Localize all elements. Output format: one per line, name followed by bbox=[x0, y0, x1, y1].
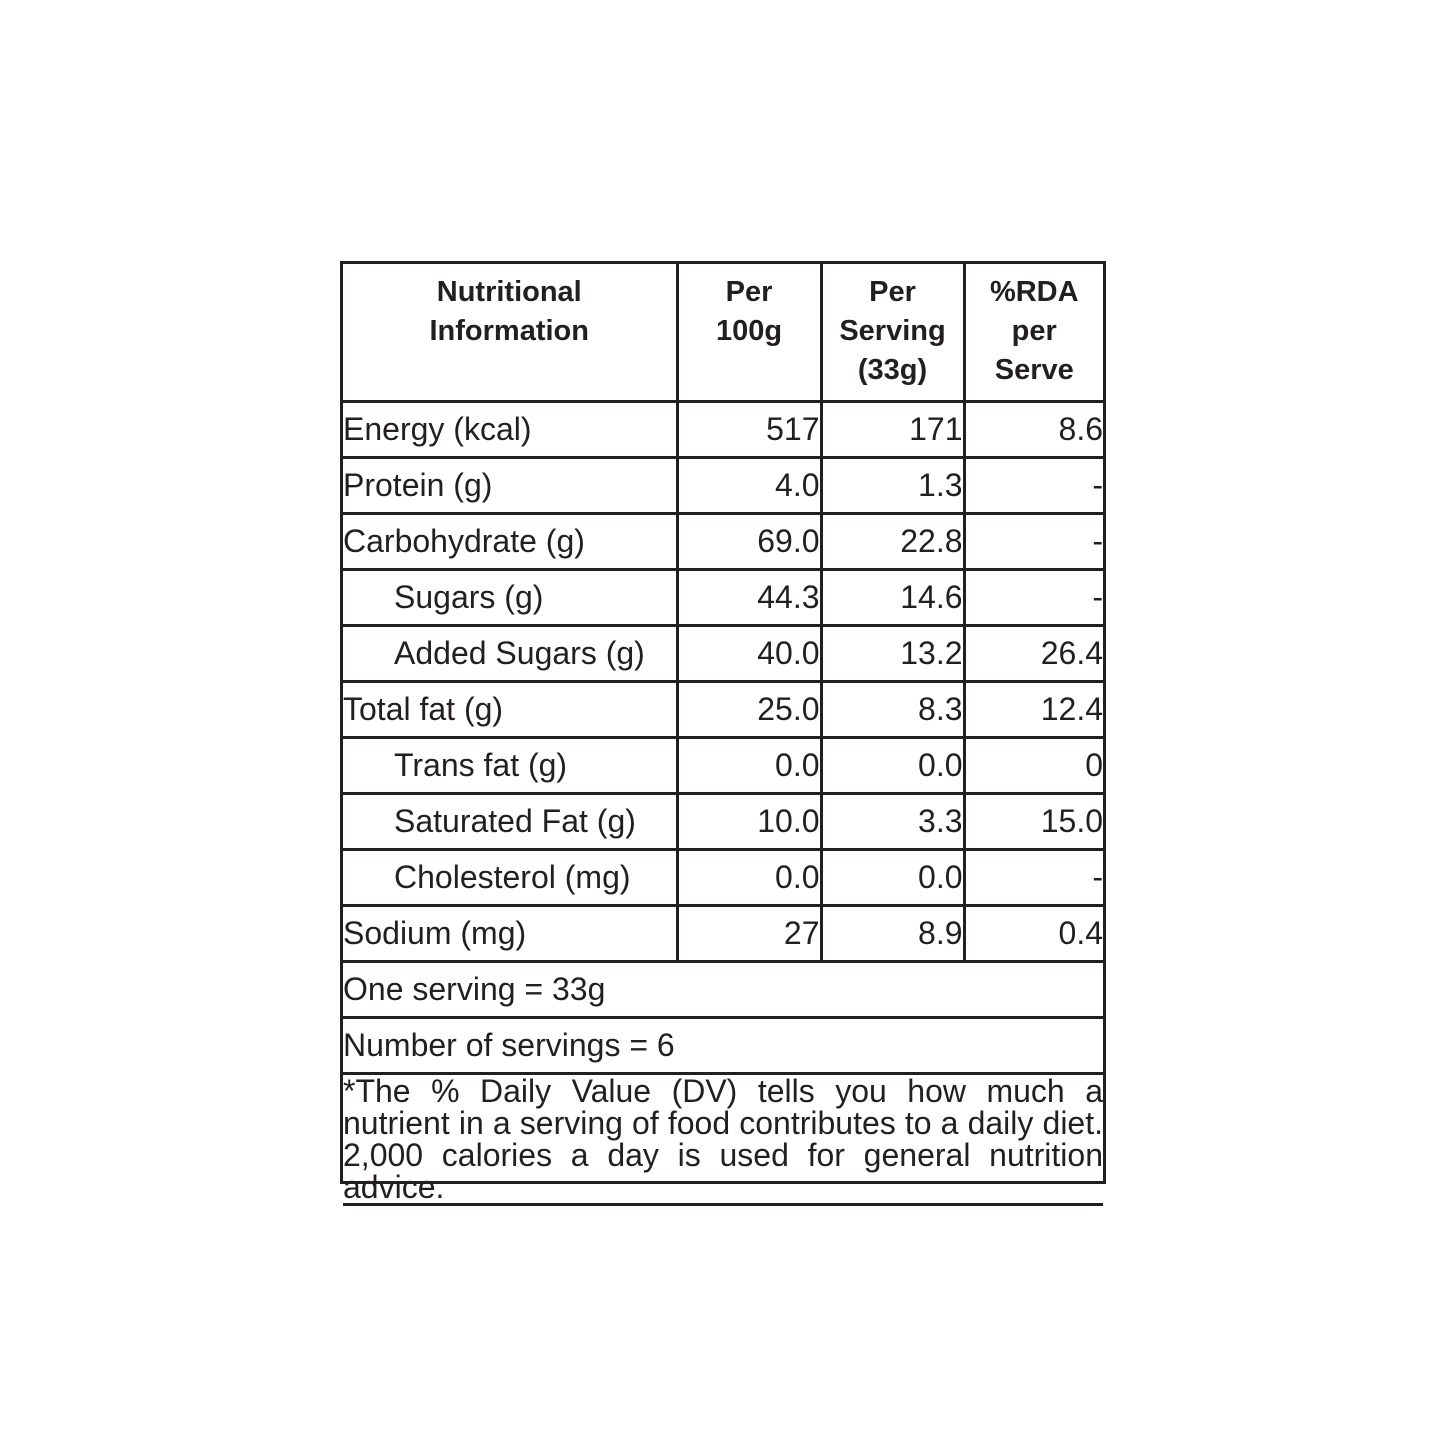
value-per-serving: 0.0 bbox=[821, 849, 964, 905]
nutrition-table bbox=[343, 264, 1103, 1206]
row-label: Protein (g) bbox=[343, 457, 677, 513]
value-rda: 15.0 bbox=[964, 793, 1103, 849]
row-label: Added Sugars (g) bbox=[343, 625, 677, 681]
value-per-serving: 8.3 bbox=[821, 681, 964, 737]
row-label: Saturated Fat (g) bbox=[343, 793, 677, 849]
value-per-serving: 22.8 bbox=[821, 513, 964, 569]
value-per-100g: 0.0 bbox=[677, 849, 821, 905]
value-rda: 0.4 bbox=[964, 905, 1103, 961]
value-rda: 12.4 bbox=[964, 681, 1103, 737]
header-rda: %RDA per Serve bbox=[964, 264, 1103, 401]
header-per-serving: Per Serving (33g) bbox=[821, 264, 964, 401]
value-per-100g: 69.0 bbox=[677, 513, 821, 569]
value-per-serving: 171 bbox=[821, 401, 964, 457]
row-label: Total fat (g) bbox=[343, 681, 677, 737]
value-per-serving: 1.3 bbox=[821, 457, 964, 513]
value-per-100g: 44.3 bbox=[677, 569, 821, 625]
value-per-serving: 14.6 bbox=[821, 569, 964, 625]
table-row bbox=[343, 793, 1103, 849]
value-per-100g: 517 bbox=[677, 401, 821, 457]
table-row bbox=[343, 849, 1103, 905]
row-label: Sodium (mg) bbox=[343, 905, 677, 961]
value-per-serving: 8.9 bbox=[821, 905, 964, 961]
value-per-serving: 3.3 bbox=[821, 793, 964, 849]
value-per-100g: 10.0 bbox=[677, 793, 821, 849]
row-label: Sugars (g) bbox=[343, 569, 677, 625]
row-label: Energy (kcal) bbox=[343, 401, 677, 457]
servings-count-row bbox=[343, 1017, 1103, 1073]
table-row bbox=[343, 905, 1103, 961]
row-label: Trans fat (g) bbox=[343, 737, 677, 793]
value-per-serving: 13.2 bbox=[821, 625, 964, 681]
table-row bbox=[343, 569, 1103, 625]
value-per-100g: 40.0 bbox=[677, 625, 821, 681]
value-per-100g: 4.0 bbox=[677, 457, 821, 513]
row-label: Carbohydrate (g) bbox=[343, 513, 677, 569]
serving-size-row bbox=[343, 961, 1103, 1017]
header-row bbox=[343, 264, 1103, 401]
table-row bbox=[343, 457, 1103, 513]
value-rda: 0 bbox=[964, 737, 1103, 793]
table-row bbox=[343, 625, 1103, 681]
value-rda: - bbox=[964, 849, 1103, 905]
servings-count-text: Number of servings = 6 bbox=[343, 1017, 1103, 1073]
footnote-text: *The % Daily Value (DV) tells you how much a nutrient in a serving of food contributes to a daily diet. 2,000 calories a day is used for general nutrition advice. bbox=[343, 1072, 1103, 1205]
table-row bbox=[343, 513, 1103, 569]
value-rda: - bbox=[964, 569, 1103, 625]
value-per-100g: 0.0 bbox=[677, 737, 821, 793]
value-rda: - bbox=[964, 457, 1103, 513]
value-rda: 8.6 bbox=[964, 401, 1103, 457]
table-row bbox=[343, 737, 1103, 793]
row-label: Cholesterol (mg) bbox=[343, 849, 677, 905]
footnote-row bbox=[343, 1073, 1103, 1204]
serving-size-text: One serving = 33g bbox=[343, 961, 1103, 1017]
value-per-100g: 25.0 bbox=[677, 681, 821, 737]
table-row bbox=[343, 401, 1103, 457]
value-per-serving: 0.0 bbox=[821, 737, 964, 793]
value-rda: 26.4 bbox=[964, 625, 1103, 681]
value-rda: - bbox=[964, 513, 1103, 569]
header-nutrient: Nutritional Information bbox=[343, 264, 677, 401]
table-row bbox=[343, 681, 1103, 737]
value-per-100g: 27 bbox=[677, 905, 821, 961]
nutrition-facts-panel bbox=[340, 261, 1106, 1205]
header-per-100g: Per 100g bbox=[677, 264, 821, 401]
